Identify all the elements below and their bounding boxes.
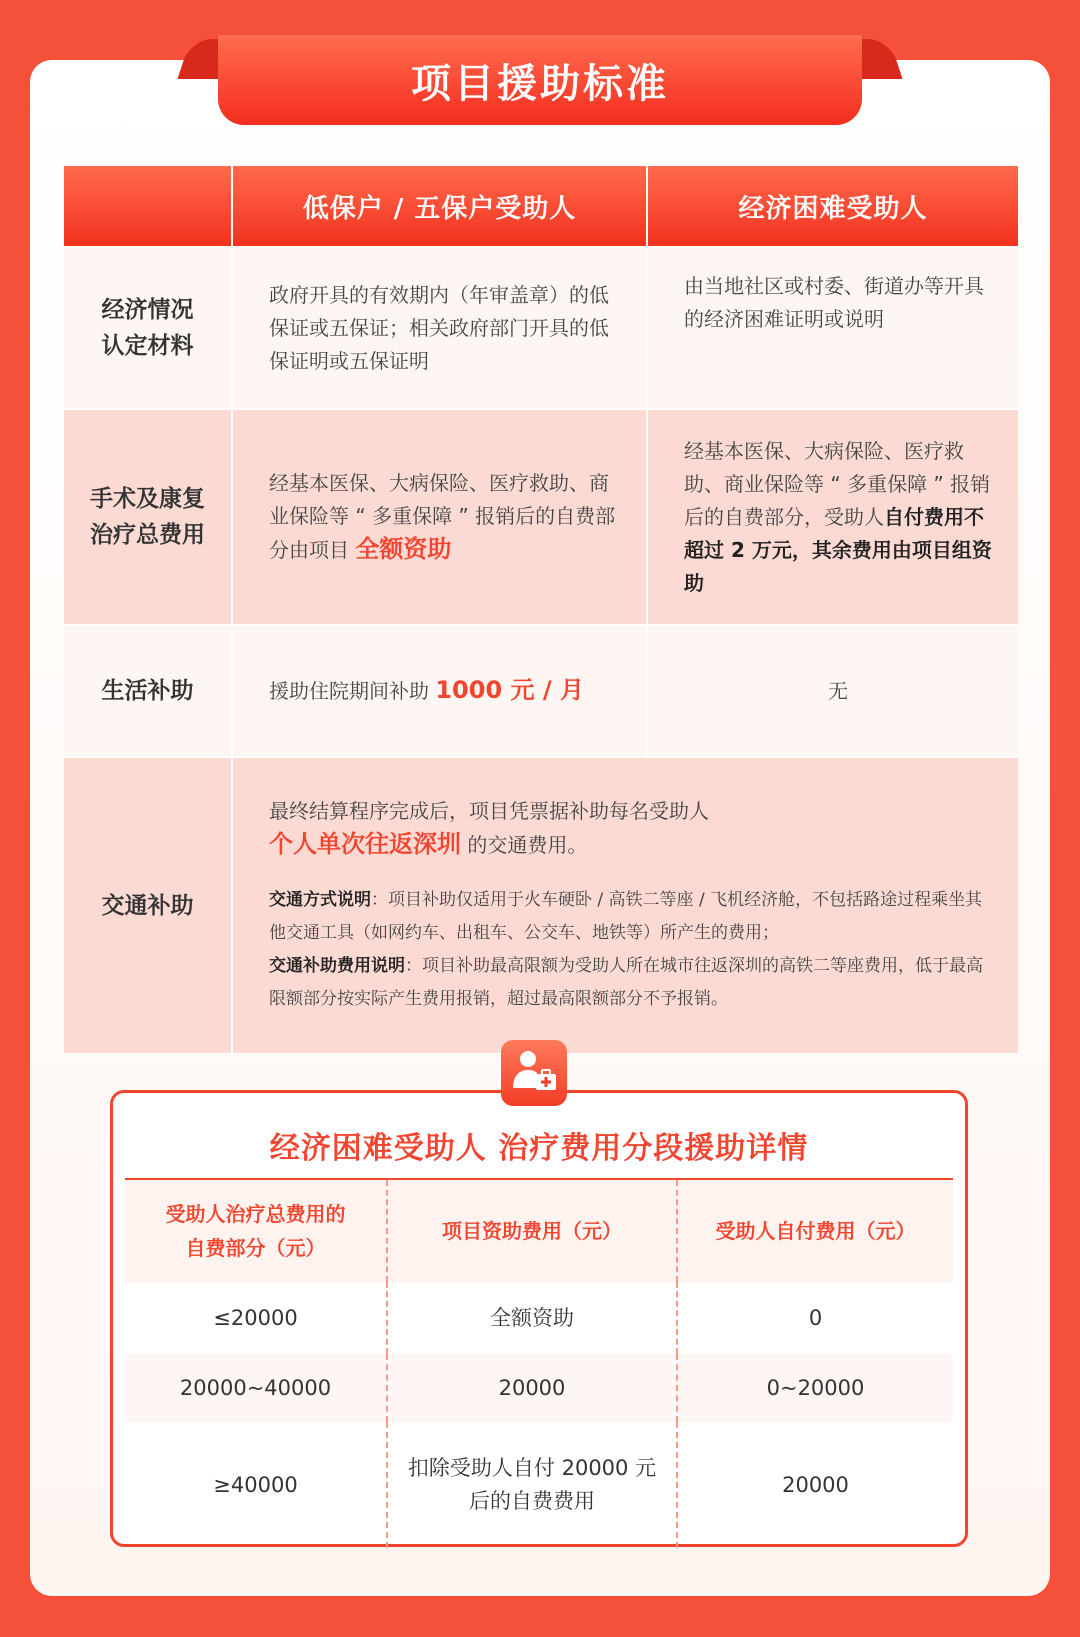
tiered-aid-table xyxy=(125,1180,953,1548)
cell-hardship: 由当地社区或村委、街道办等开具的经济困难证明或说明 xyxy=(647,247,1018,409)
cell-self-pay: 0 xyxy=(677,1282,953,1354)
cell-range: ≥40000 xyxy=(213,1472,298,1497)
cell-hardship: 无 xyxy=(647,625,1018,757)
header-blank xyxy=(64,166,232,247)
cell-funded: 全额资助 xyxy=(387,1282,677,1354)
doctor-medical-kit-icon xyxy=(501,1040,567,1106)
table-row-living-allowance xyxy=(64,625,1018,757)
header-low-income: 低保户 / 五保户受助人 xyxy=(232,166,647,247)
cell-low-income: 援助住院期间补助 1000 元 / 月 xyxy=(232,625,647,757)
header-recipient-self-pay: 受助人自付费用（元） xyxy=(677,1180,953,1282)
tiered-aid-details xyxy=(110,1090,968,1547)
header-self-pay-portion: 受助人治疗总费用的 自费部分（元） xyxy=(125,1180,387,1282)
table-row-transport-allowance xyxy=(64,757,1018,1053)
cell-transport-details xyxy=(232,757,1018,1053)
cell-range: 20000~40000 xyxy=(125,1354,387,1422)
full-funding-highlight: 全额资助 xyxy=(355,535,452,563)
cell-hardship: 经基本医保、大病保险、医疗救助、商业保险等 “ 多重保障 ” 报销后的自费部分，受助人自付费用不超过 2 万元，其余费用由项目组资助 xyxy=(647,409,1018,625)
cell-self-pay: 20000 xyxy=(677,1422,953,1548)
header-economic-hardship: 经济困难受助人 xyxy=(647,166,1018,247)
cell-low-income: 经基本医保、大病保险、医疗救助、商业保险等 “ 多重保障 ” 报销后的自费部分由项目 全额资助 xyxy=(232,409,647,625)
detail-title: 经济困难受助人 治疗费用分段援助详情 xyxy=(269,1131,809,1166)
allowance-amount: 1000 元 / 月 xyxy=(435,676,584,704)
header-project-funding: 项目资助费用（元） xyxy=(387,1180,677,1282)
cell-funded: 20000 xyxy=(387,1354,677,1422)
table-row xyxy=(125,1422,953,1548)
table-header-row xyxy=(64,166,1018,247)
cell-funded: 扣除受助人自付 20000 元 后的自费费用 xyxy=(387,1422,677,1548)
self-pay-cap-highlight: 自付费用不超过 2 万元，其余费用由项目组资助 xyxy=(684,504,992,595)
transport-mode-note: 交通方式说明：项目补助仅适用于火车硬卧 / 高铁二等座 / 飞机经济舱，不包括路途过程乘坐其他交通工具（如网约车、出租车、公交车、地铁等）所产生的费用； xyxy=(269,890,983,943)
title-tab xyxy=(188,35,892,125)
transport-intro: 最终结算程序完成后，项目凭票据补助每名受助人 个人单次往返深圳 的交通费用。 xyxy=(269,799,709,858)
detail-header-row xyxy=(125,1180,953,1282)
table-row xyxy=(125,1282,953,1354)
transport-cost-note: 交通补助费用说明：项目补助最高限额为受助人所在城市往返深圳的高铁二等座费用，低于最高限额部分按实际产生费用报销，超过最高限额部分不予报销。 xyxy=(269,956,983,1009)
table-row xyxy=(125,1354,953,1422)
cell-low-income: 政府开具的有效期内（年审盖章）的低保证或五保证；相关政府部门开具的低保证明或五保证明 xyxy=(232,247,647,409)
cell-self-pay: 0~20000 xyxy=(677,1354,953,1422)
row-label: 经济情况 认定材料 xyxy=(64,247,232,409)
aid-standard-table xyxy=(64,166,1018,1053)
round-trip-highlight: 个人单次往返深圳 xyxy=(269,830,461,858)
page-title: 项目援助标准 xyxy=(411,60,669,107)
row-label: 生活补助 xyxy=(64,625,232,757)
row-label: 手术及康复 治疗总费用 xyxy=(64,409,232,625)
row-label: 交通补助 xyxy=(64,757,232,1053)
cell-range: ≤20000 xyxy=(213,1305,298,1330)
table-row-proof-materials xyxy=(64,247,1018,409)
table-row-treatment-cost xyxy=(64,409,1018,625)
